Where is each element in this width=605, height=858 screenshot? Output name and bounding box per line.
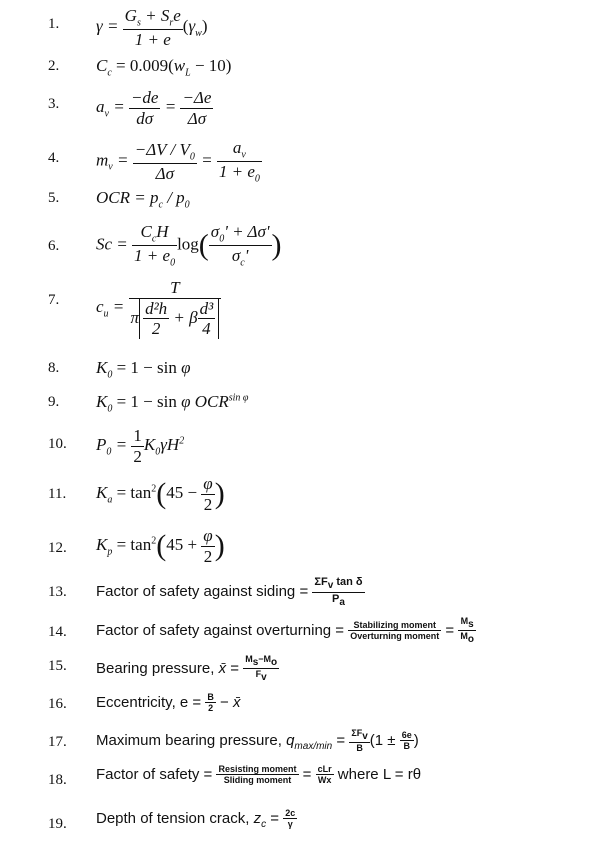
max-bearing-pressure-equation: Maximum bearing pressure, $q_{max/min}$ = $\frac{\Sigma F_v}{B}$ (1 ± $\frac{6e}{B}$ ) [96, 728, 419, 754]
equation-number: 1. [48, 16, 60, 32]
fs-overturning-equation: Factor of safety against overturning = $\frac{\text{Stabilizing moment}}{\text{Overturning moment}}$ = $\frac{M_s}{M_o}$ [96, 616, 474, 646]
equation-number: 18. [48, 772, 67, 788]
at-rest-coefficient-ocr-equation: $K_0 = 1 - \sin \varphi$ $OCR^{sin \varphi}$ [96, 392, 249, 415]
coefficient-compressibility-equation: $a_v$ = $\frac{-de}{d\sigma}$ = $\frac{-\Delta e}{\Delta\sigma}$ [96, 88, 212, 128]
fs-sliding-equation: Factor of safety against siding = $\frac{\Sigma F_v \tan \delta}{P_a}$ [96, 576, 363, 608]
equation-number: 2. [48, 58, 60, 74]
equation-number: 13. [48, 584, 67, 600]
eccentricity-equation: Eccentricity, e = $\frac{B}{2}$ − x̄ [96, 692, 241, 714]
equation-number: 5. [48, 190, 60, 206]
volume-compressibility-equation: $m_v$ = $\frac{-\Delta V / V_0}{\Delta\sigma}$ = $\frac{a_v}{1 + e_0}$ [96, 138, 260, 185]
equation-number: 12. [48, 540, 67, 556]
tension-crack-label: Depth of tension crack, [96, 809, 250, 827]
tension-crack-equation: Depth of tension crack, $z_c$ = $\frac{2c}{\gamma}$ [96, 808, 296, 830]
slope-fs-equation: Factor of safety = $\frac{\text{Resisting moment}}{\text{Sliding moment}}$ = $\frac{\text{cLr}}{Wx}$ where L = rθ [96, 764, 422, 786]
equation-number: 14. [48, 624, 67, 640]
equation-number: 19. [48, 816, 67, 832]
eccentricity-label: Eccentricity, e [96, 693, 189, 711]
ocr-equation: OCR = $p_c / p_0$ [96, 188, 190, 211]
vane-shear-equation: $c_u$ = T π $\frac{\text{d²h}}{2}$ + β $\frac{\text{d³}}{4}$ [96, 278, 221, 339]
equation-number: 3. [48, 96, 60, 112]
active-coefficient-equation: $K_a = \tan^2(45$ − $\frac{\varphi}{2}$ ) [96, 474, 225, 514]
bearing-pressure-equation: Bearing pressure, x̄ = $\frac{M_s-M_o}{F_v}$ [96, 654, 278, 684]
max-bearing-pressure-label: Maximum bearing pressure, [96, 731, 282, 749]
stabilizing-moment-text: Stabilizing moment [348, 620, 441, 631]
equation-number: 7. [48, 292, 60, 308]
equation-number: 16. [48, 696, 67, 712]
equation-number: 15. [48, 658, 67, 674]
where-clause: where L = rθ [337, 765, 422, 783]
equation-number: 17. [48, 734, 67, 750]
equation-number: 9. [48, 394, 60, 410]
resisting-moment-text: Resisting moment [218, 764, 297, 774]
bearing-pressure-label: Bearing pressure, [96, 659, 215, 677]
equation-number: 4. [48, 150, 60, 166]
overturning-moment-text: Overturning moment [350, 631, 440, 642]
compression-index-equation: $C_c = 0.009(w_L - 10)$ [96, 56, 232, 79]
unit-weight-equation: γ = $\frac{G_s + S_re}{1 + e}$ $(\gamma_w)$ [96, 6, 208, 49]
at-rest-force-equation: $P_0$ = $\frac{1}{2}$ $K_0\gamma H^2$ [96, 426, 185, 466]
settlement-equation: Sc = $\frac{C_cH}{1 + e_0}$ log( $\frac{\sigma_0' + \Delta\sigma'}{\sigma_c'}$ ) [96, 222, 282, 269]
equation-number: 10. [48, 436, 67, 452]
sliding-moment-text: Sliding moment [223, 775, 292, 786]
equation-number: 8. [48, 360, 60, 376]
slope-fs-label: Factor of safety [96, 765, 200, 783]
passive-coefficient-equation: $K_p = \tan^2(45$ + $\frac{\varphi}{2}$ ) [96, 526, 225, 566]
at-rest-coefficient-equation: $K_0 = 1 - \sin \varphi$ [96, 358, 191, 381]
equation-number: 11. [48, 486, 67, 502]
equation-number: 6. [48, 238, 60, 254]
fs-overturning-label: Factor of safety against overturning [96, 621, 332, 639]
fs-sliding-label: Factor of safety against siding [96, 583, 296, 601]
